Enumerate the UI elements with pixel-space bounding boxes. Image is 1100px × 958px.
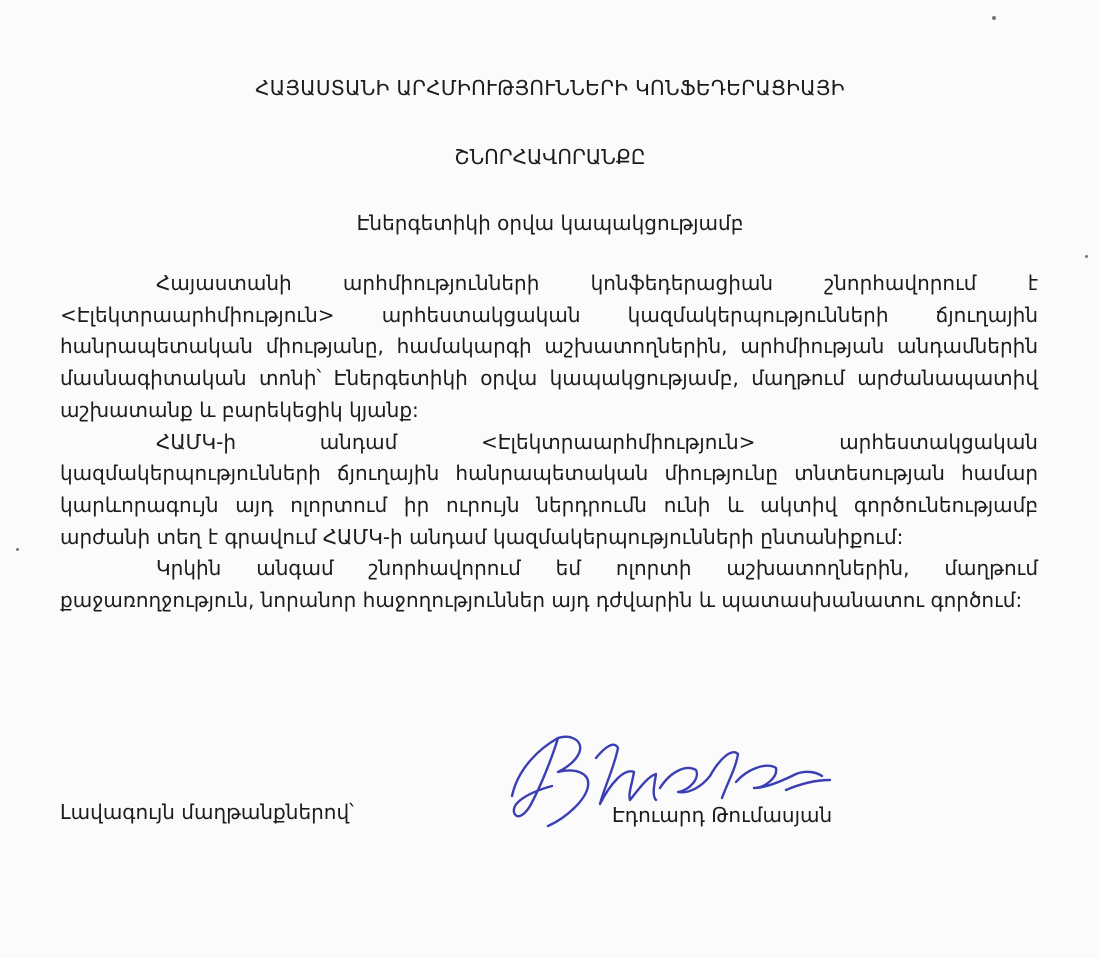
letter-body bbox=[60, 268, 1038, 617]
occasion-subtitle: Էներգետիկի օրվա կապակցությամբ bbox=[356, 211, 744, 235]
scan-speck bbox=[16, 548, 19, 551]
scan-speck bbox=[992, 16, 996, 20]
body-paragraph-2: ՀԱՄԿ-ի անդամ <Էլեկտրաարհմիություն> արհեստակցական կազմակերպությունների ճյուղային հանրապետական միությունը տնտեսության համար կարևորագույն այդ ոլորտում իր ուրույն ներդրումն ունի և ակտիվ գործունեությամբ արժանի տեղ է գրավում ՀԱՄԿ-ի անդամ կազմակերպությունների ընտանիքում: bbox=[60, 429, 1038, 549]
signer-name: Էդուարդ Թումասյան bbox=[612, 803, 833, 827]
organization-title: ՀԱՅԱՍՏԱՆԻ ԱՐՀՄԻՈՒԹՅՈՒՆՆԵՐԻ ԿՈՆՖԵԴԵՐԱՑԻԱՅԻ bbox=[255, 76, 845, 100]
body-paragraph-3: Կրկին անգամ շնորհավորում եմ ոլորտի աշխատողներին, մաղթում քաջառողջություն, նորանոր հաջողություններ այդ դժվարին և պատասխանատու գործում: bbox=[60, 556, 1038, 613]
body-paragraph-1: Հայաստանի արհմիությունների կոնֆեդերացիան շնորհավորում է <Էլեկտրաարհմիություն> արհեստակցական կազմակերպությունների ճյուղային հանրապետական միությանը, համակարգի աշխատողներին, արհմիության անդամներին մասնագիտական տոնի՝ Էներգետիկի օրվա կապակցությամբ, մաղթում արժանապատիվ աշխատանք և բարեկեցիկ կյանք: bbox=[60, 271, 1038, 422]
document-type-heading: ՇՆՈՐՀԱՎՈՐԱՆՔԸ bbox=[454, 145, 646, 169]
closing-phrase: Լավագույն մաղթանքներով՝ bbox=[60, 800, 354, 824]
scan-speck bbox=[1085, 255, 1088, 258]
